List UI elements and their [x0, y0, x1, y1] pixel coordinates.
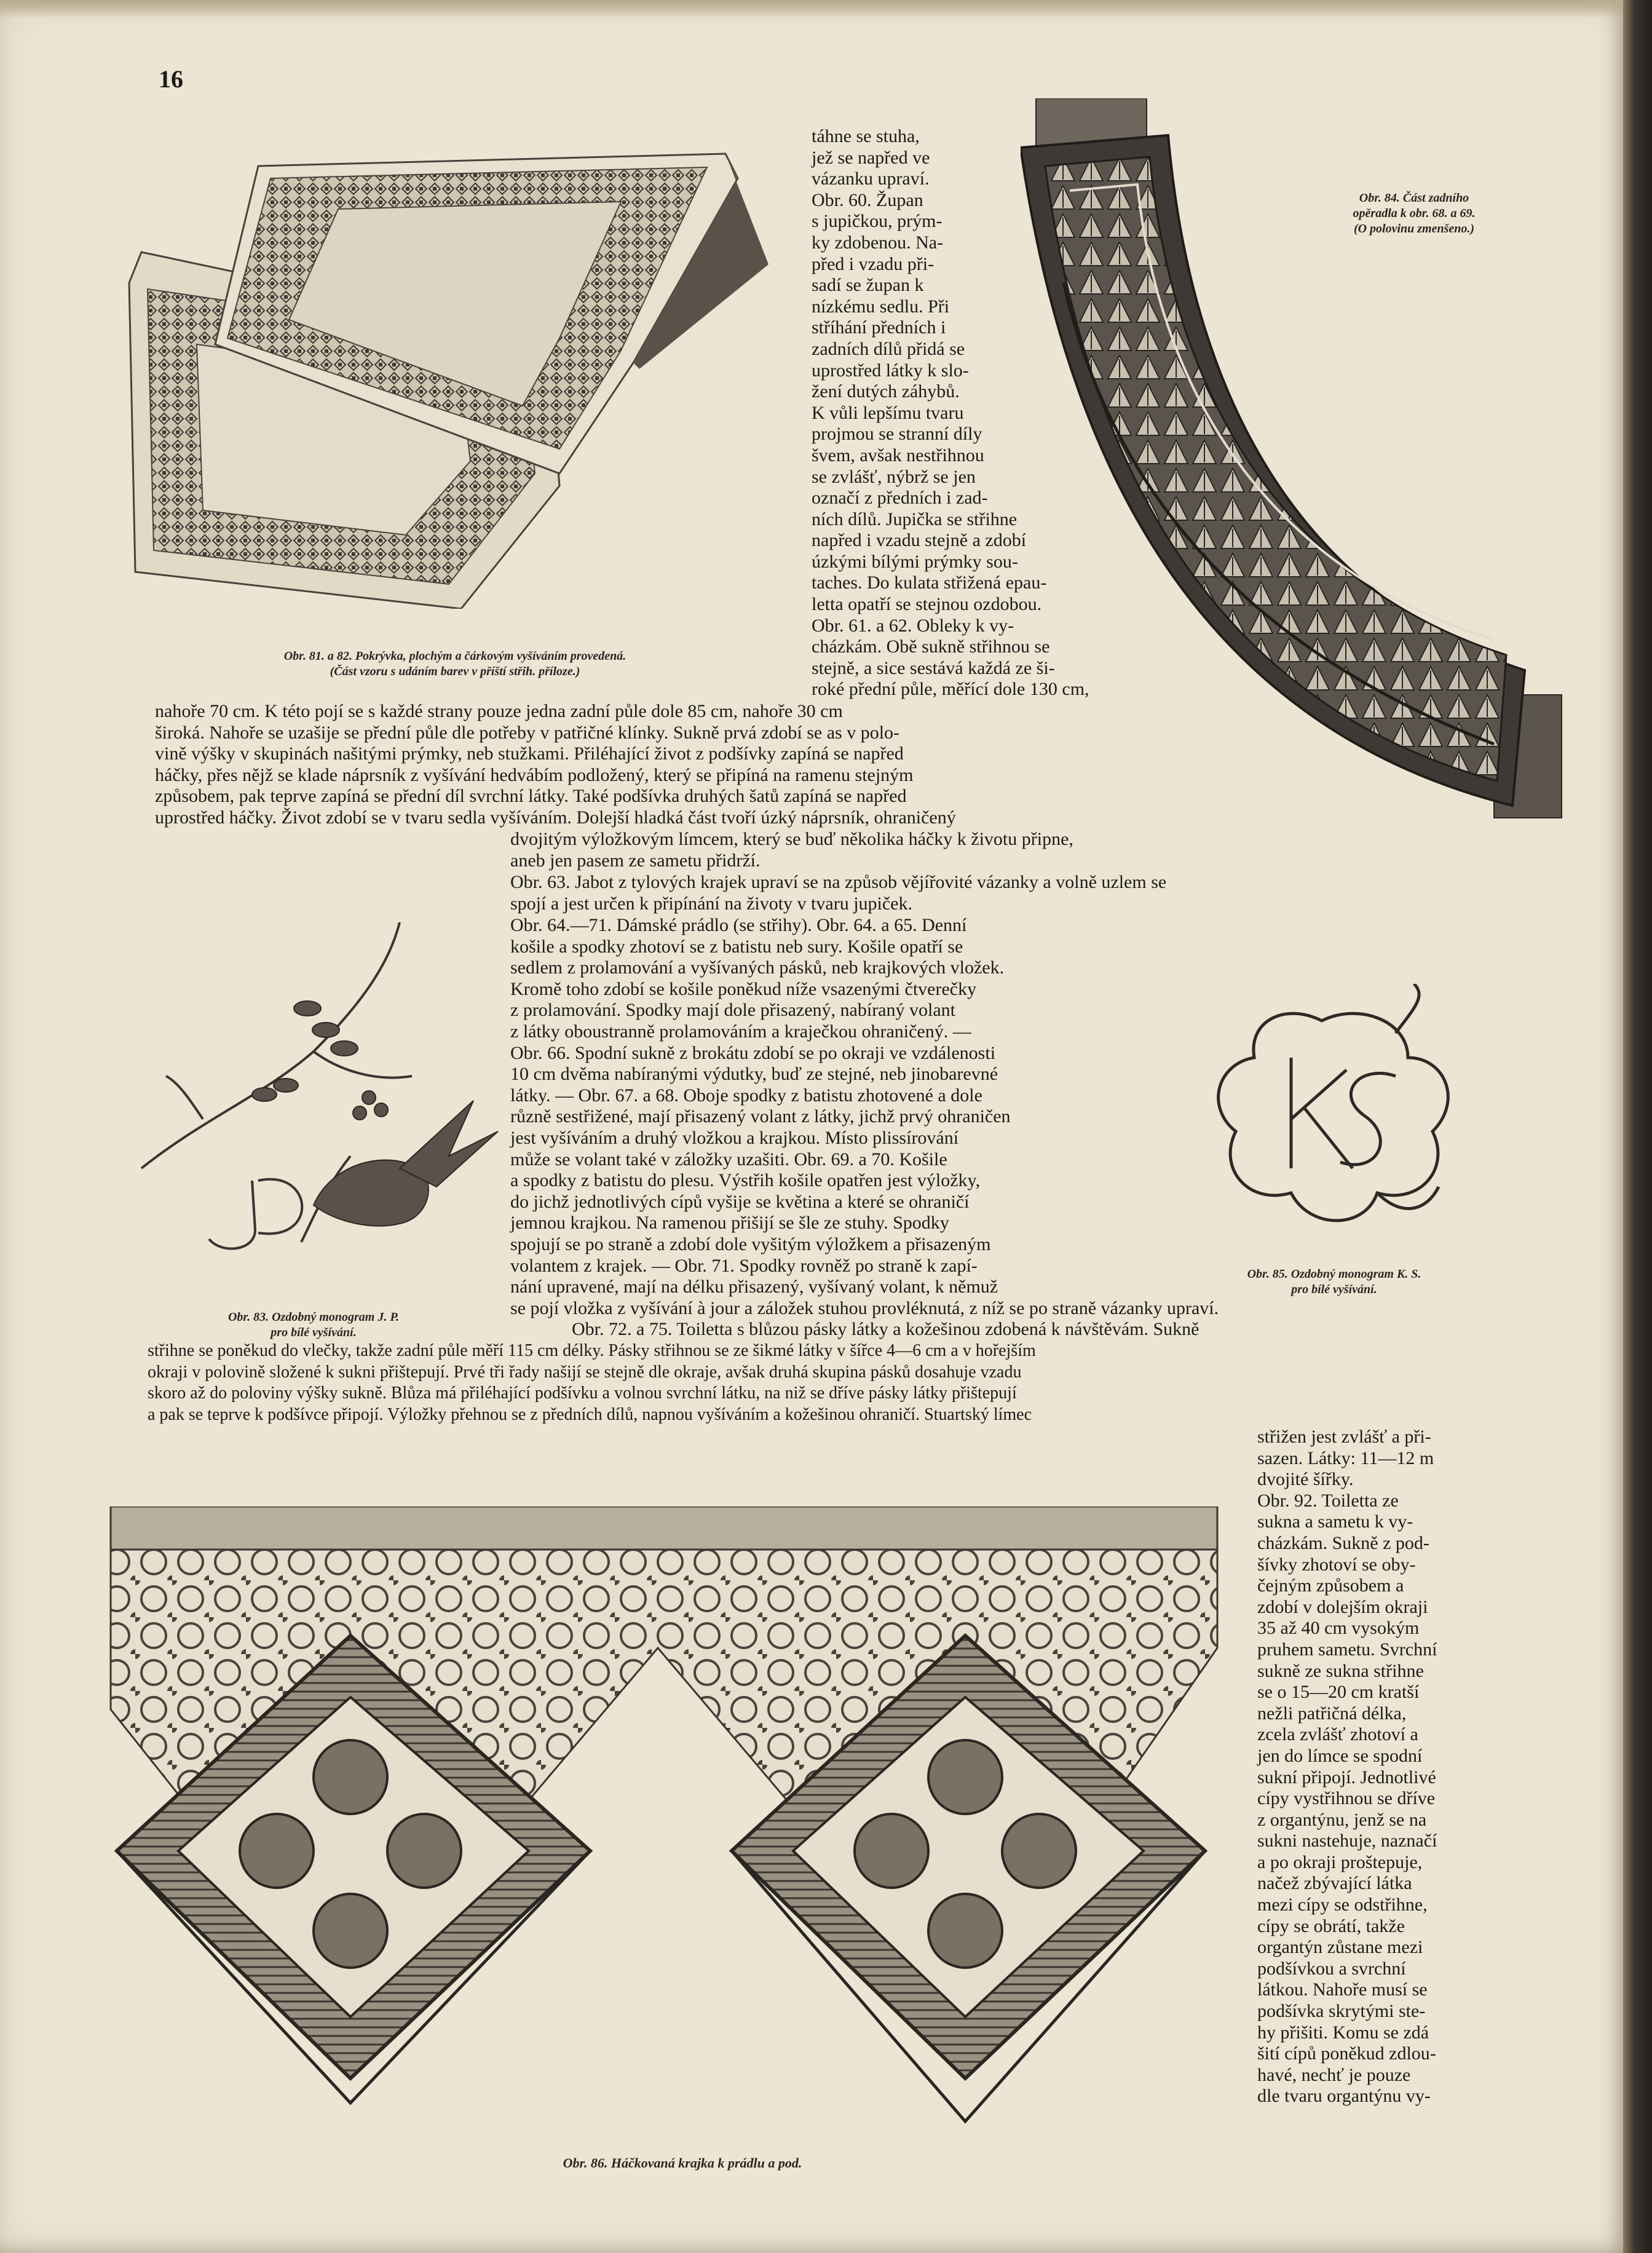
caption-obr-83: Obr. 83. Ozdobný monogram J. P. pro bílé vyšívání.: [227, 1310, 399, 1339]
caption-obr-85: Obr. 85. Ozdobný monogram K. S. pro bílé vyšívání.: [1247, 1267, 1421, 1296]
text-mid-block-3: Obr. 64.—71. Dámské prádlo (se střihy). Obr. 64. a 65. Denní košile a spodky zhotoví se z batistu neb sury. Košile opatří se sedlem z prolamování a vyšívaných pásků, neb krajkových vložek. Kromě toho zdobí se košile poněkud níže vsazenými čtverečky z prolamování. Spodky mají dole přisazený, nabíraný volant z látky oboustranně prolamováním a kraječkou ohraničený. — Obr. 66. Spodní sukně z brokátu zdobí se po okraji ve vzdálenosti 10 cm dvěma nabíranými výdutky, buď ze stejné, neb jinobarevné látky. — Obr. 67. a 68. Oboje spodky z batistu zhotovené a dole různě sestřižené, mají přisazený volant z látky, jichž prvý ohraničen jest vyšíváním a druhý vložkou a krajkou. Místo plissírování může se volant také v záložky uzašiti. Obr. 69. a 70. Košile a spodky z batistu do plesu. Výstřih košile opatřen jest výložky, do jichž jednotlivých cípů vyšije se květina a které se ohraničí jemnou krajkou. Na ramenou přišijí se šle ze stuhy. Spodky spojují se po straně a zdobí dole vyšitým výložkem a přisazeným volantem z krajek. — Obr. 71. Spodky rovněž po straně k zapí- nání upravené, mají na délku přisazený, vyšívaný volant, k němuž se pojí vložka z vyšívání à jour a záložek stuhou provléknutá, z níž se po straně vázanky upraví.: [510, 915, 1219, 1318]
figure-85-monogram-ks: [1193, 984, 1476, 1248]
figure-81-tablecloth: [117, 141, 769, 609]
book-spine: [1623, 0, 1652, 2253]
text-wide-block-1: nahoře 70 cm. K této pojí se s každé strany pouze jedna zadní půle dole 85 cm, nahoře 30 cm široká. Nahoře se uzašije se přední půle dle potřeby v patřičné klínky. Sukně prvá zdobí se as v polo- vině výšky v skupinách našitými prýmky, neb stužkami. Přiléhající život z podšívky zapíná se napřed háčky, přes nějž se klade náprsník z vyšívání hedvábím podložený, který se připíná na ramenu stejným způsobem, pak teprve zapíná se přední díl svrchní látky. Také podšívka druhých šatů zapíná se napřed uprostřed háčky. Život zdobí se v tvaru sedla vyšíváním. Dolejší hladká část tvoří úzký náprsník, ohraničený: [155, 701, 956, 828]
caption-obr-81: Obr. 81. a 82. Pokrývka, plochým a čárkovým vyšíváním provedená. (Část vzoru s udáním barev v příští střih. příloze.): [283, 649, 626, 678]
page-number: 16: [159, 65, 183, 93]
text-column-right: střižen jest zvlášť a při- sazen. Látky: 11—12 m dvojité šířky. Obr. 92. Toiletta ze sukna a sametu k vy- cházkám. Sukně z pod- šívky zhotoví se oby- čejným způsobem a zdobí v dolejším okraji 35 až 40 cm vysokým pruhem sametu. Svrchní sukně ze sukna střihne se o 15—20 cm kratší nežli patřičná délka, zcela zvlášť zhotoví a jen do límce se spodní sukní připojí. Jednotlivé cípy vystřihnou se dříve z organtýnu, jenž se na sukni nastehuje, naznačí a po okraji proštepuje, načež zbývající látka mezi cípy se odstřihne, cípy se obrátí, takže organtýn zůstane mezi podšívkou a svrchní látkou. Nahoře musí se podšívka skrytými ste- hy přišiti. Komu se zdá šití cípů poněkud zdlou- havé, nechť je pouze dle tvaru organtýnu vy-: [1257, 1427, 1437, 2107]
text-mid-block-4: Obr. 72. a 75. Toiletta s blůzou pásky látky a kožešinou zdobená k návštěvám. Sukně: [572, 1319, 1199, 1339]
caption-obr-84: Obr. 84. Část zadního opěradla k obr. 68. a 69. (O polovinu zmenšeno.): [1353, 191, 1476, 236]
figure-83-monogram-jp: [129, 898, 523, 1267]
text-column-top: táhne se stuha, jež se napřed ve vázanku upraví. Obr. 60. Župan s jupičkou, prým- ky zdobenou. Na- před i vzadu při- sadí se župan k nízkému sedlu. Při stříhání předních i zadních dílů přidá se uprostřed látky k slo- žení dutých záhybů. K vůli lepšímu tvaru projmou se stranní díly švem, avšak nestřihnou se zvlášť, nýbrž se jen označí z předních i zad- ních dílů. Jupička se střihne napřed i vzadu stejně a zdobí úzkými bílými prýmky sou- taches. Do kulata střižená epau- letta opatří se stejnou ozdobou. Obr. 61. a 62. Obleky k vy- cházkám. Obě sukně střihnou se stejně, a sice sestává každá ze ši- roké přední půle, měřící dole 130 cm,: [812, 126, 1089, 700]
page-top-shadow: [0, 0, 1629, 18]
text-mid-block-1: dvojitým výložkovým límcem, který se buď několika háčky k životu připne, aneb jen pasem ze sametu přidrží.: [510, 829, 1073, 871]
caption-obr-86: Obr. 86. Háčkovaná krajka k prádlu a pod.: [563, 2155, 802, 2171]
figure-86-crochet-lace: [98, 1507, 1223, 2146]
text-wide-block-2: střihne se poněkud do vlečky, takže zadní půle měří 115 cm délky. Pásky střihnou se ze šikmé látky v šířce 4—6 cm a v hořejším okraji v polovině složené k sukni přištepují. Prvé tři řady našijí se stejně dle okraje, avšak druhá skupina pásků dosahuje vzadu skoro až do poloviny výšky sukně. Blůza má přiléhající podšívku a volnou svrchní látku, na niž se dříve pásky látky přištepují a pak se teprve k podšívce připojí. Výložky přehnou se z předních dílů, napnou vyšíváním a kožešinou ohraničí. Stuartský límec: [148, 1341, 1036, 1424]
text-mid-block-2: Obr. 63. Jabot z tylových krajek upraví se na způsob vějířovité vázanky a volně uzlem se spojí a jest určen k připínání na životy v tvaru jupiček.: [510, 872, 1167, 914]
